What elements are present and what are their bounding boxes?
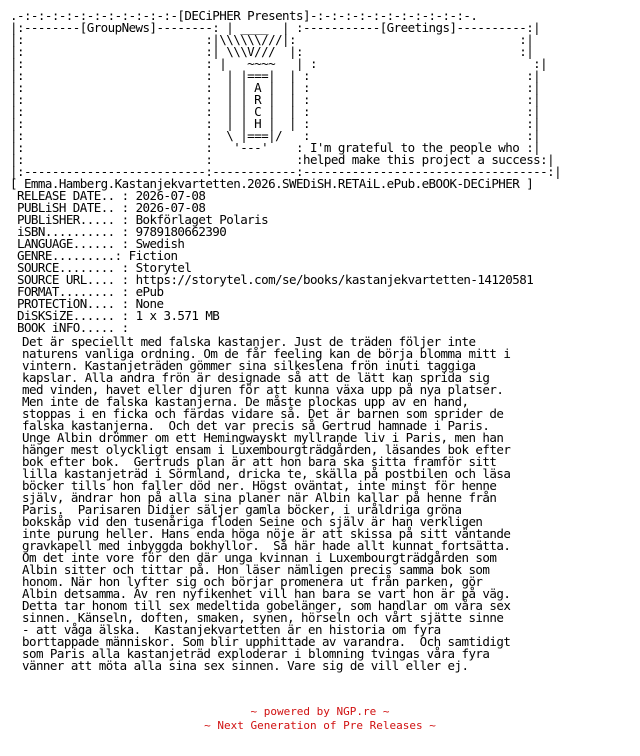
field-genre: GENRE.........: Fiction: [16, 248, 178, 263]
book-info-line: hänger mest olyckligt ensam i Luxembourgträdgården, läsandes bok efter: [22, 442, 511, 457]
book-info-line: bokskåp vid den tusenåriga floden Seine och själv är han verkligen: [22, 514, 483, 529]
field-isbn: iSBN.......... : 9789180662390: [16, 224, 227, 239]
book-info-line: Det är speciellt med falska kastanjer. Just de träden följer inte: [22, 334, 476, 349]
banner-row: |: : :helped make this project a success:|: [10, 152, 555, 167]
banner-row: |: : | | C | | : :|: [10, 104, 541, 119]
field-language: LANGUAGE...... : Swedish: [16, 236, 185, 251]
book-info-line: falska kastanjerna. Och det var precis så Gertrud hamnade i Paris.: [22, 418, 490, 433]
banner-row: |: : | | R | | : :|: [10, 92, 541, 107]
book-info-line: vänner att möta alla sina sex sinnen. Vare sig de vill eller ej.: [22, 658, 469, 673]
banner-row: |: : \ |===|/ : :|: [10, 128, 541, 143]
book-info-line: inte purung heller. Hans enda höga nöje är att skissa på sitt väntande: [22, 526, 511, 541]
book-info-line: själv, ändrar hon på alla sina planer när Albin kallar på henne från: [22, 490, 497, 505]
book-info-line: honom. När hon lyfter sig och börjar promenera ut från parken, gör: [22, 574, 483, 589]
banner-row: |: :|\\\\\\///|: :|: [10, 32, 534, 47]
book-info-line: borttappade människor. Som blir upphittade av varandra. Och samtidigt: [22, 634, 511, 649]
field-release-date: RELEASE DATE.. : 2026-07-08: [16, 188, 206, 203]
book-info-line: Men inte de falska kastanjerna. De måste plockas upp av en hand,: [22, 394, 469, 409]
book-info-line: kapslar. Alla andra frön är designade så att de lätt kan sprida sig: [22, 370, 490, 385]
book-info-line: Om det inte vore för den där unga kvinnan i Luxembourgträdgården som: [22, 550, 497, 565]
banner-row: |: : | | A | | : :|: [10, 80, 541, 95]
book-info-line: bok efter bok. Gertruds plan är att hon bara ska sitta framför sitt: [22, 454, 497, 469]
banner-row: |:--------------------------:------------:-----------------------------------:|: [10, 164, 562, 179]
banner-row: |: : '---' : I'm grateful to the people who :|: [10, 140, 541, 155]
book-info-line: - att våga älska. Kastanjekvartetten är en historia om fyra: [22, 622, 441, 637]
banner-row: |: :| \\\V/// |: :|: [10, 44, 534, 59]
field-disksize: DiSKSiZE...... : 1 x 3.571 MB: [16, 308, 220, 323]
field-book-info-label: BOOK iNFO..... :: [16, 320, 129, 335]
field-publisher: PUBLiSHER..... : Bokförlaget Polaris: [16, 212, 269, 227]
book-info-line: Unge Albin drömmer om ett Hemingwayskt myllrande liv i Paris, men han: [22, 430, 504, 445]
book-info-line: gravkapell med inbyggda bokhyllor. Så här hade allt kunnat fortsätta.: [22, 538, 511, 553]
banner-row: |: : | ~~~~ | : :|: [10, 56, 548, 71]
release-name-line: [ Emma.Hamberg.Kastanjekvartetten.2026.SWEDiSH.RETAiL.ePub.eBOOK-DECiPHER ]: [10, 176, 534, 191]
footer-powered-by: ~ powered by NGP.re ~: [250, 705, 390, 718]
field-publish-date: PUBLiSH DATE.. : 2026-07-08: [16, 200, 206, 215]
book-info-line: Albin sitter och tittar på. Hon läser nämligen precis samma bok som: [22, 562, 490, 577]
book-info-line: som Paris alla kastanjeträd exploderar i blomning tvingas våra fyra: [22, 646, 490, 661]
book-info-line: Paris. Parisaren Didier säljer gamla böcker, i uråldriga gröna: [22, 502, 462, 517]
book-info-line: Albin detsamma. Av ren nyfikenhet vill han bara se vart hon är på väg.: [22, 586, 511, 601]
book-info-line: sinnen. Känseln, doften, smaken, synen, hörseln och vårt sjätte sinne: [22, 610, 504, 625]
banner-row: |:--------[GroupNews]--------: | ____ | :-----------[Greetings]----------:|: [10, 20, 541, 35]
book-info-line: böcker tills hon faller död ner. Högst oväntat, inte minst för henne: [22, 478, 497, 493]
banner-row: |: : | | H | | : :|: [10, 116, 541, 131]
nfo-header: [10, 10, 561, 334]
banner-top-line: .-:-:-:-:-:-:-:-:-:-:-:-[DECiPHER Presents]-:-:-:-:-:-:-:-:-:-:-:-.: [10, 8, 478, 23]
field-source: SOURCE........ : Storytel: [16, 260, 192, 275]
field-format: FORMAT........ : ePub: [16, 284, 164, 299]
book-info-text: [22, 336, 622, 672]
book-info-line: naturens vanliga ordning. Om de får feeling kan de börja blomma mitt i: [22, 346, 511, 361]
banner-row: |: : | |===| | : :|: [10, 68, 541, 83]
field-protection: PROTECTiON.... : None: [16, 296, 164, 311]
book-info-line: med vinden, havet eller djuren för att kunna växa upp på nya platser.: [22, 382, 504, 397]
book-info-line: vintern. Kastanjeträden gömmer sina silkeslena frön inuti taggiga: [22, 358, 476, 373]
field-source-url: SOURCE URL.... : https://storytel.com/se/books/kastanjekvartetten-14120581: [16, 272, 534, 287]
book-info-line: Detta tar honom till sex medeltida gobelänger, som handlar om våra sex: [22, 598, 511, 613]
footer-tagline: ~ Next Generation of Pre Releases ~: [204, 719, 436, 732]
book-info-line: stoppas i en ficka och färdas vidare så. Det är barnen som sprider de: [22, 406, 504, 421]
book-info-line: lilla kastanjeträd i Sörmland, dricka te, skälla på postbilen och läsa: [22, 466, 511, 481]
